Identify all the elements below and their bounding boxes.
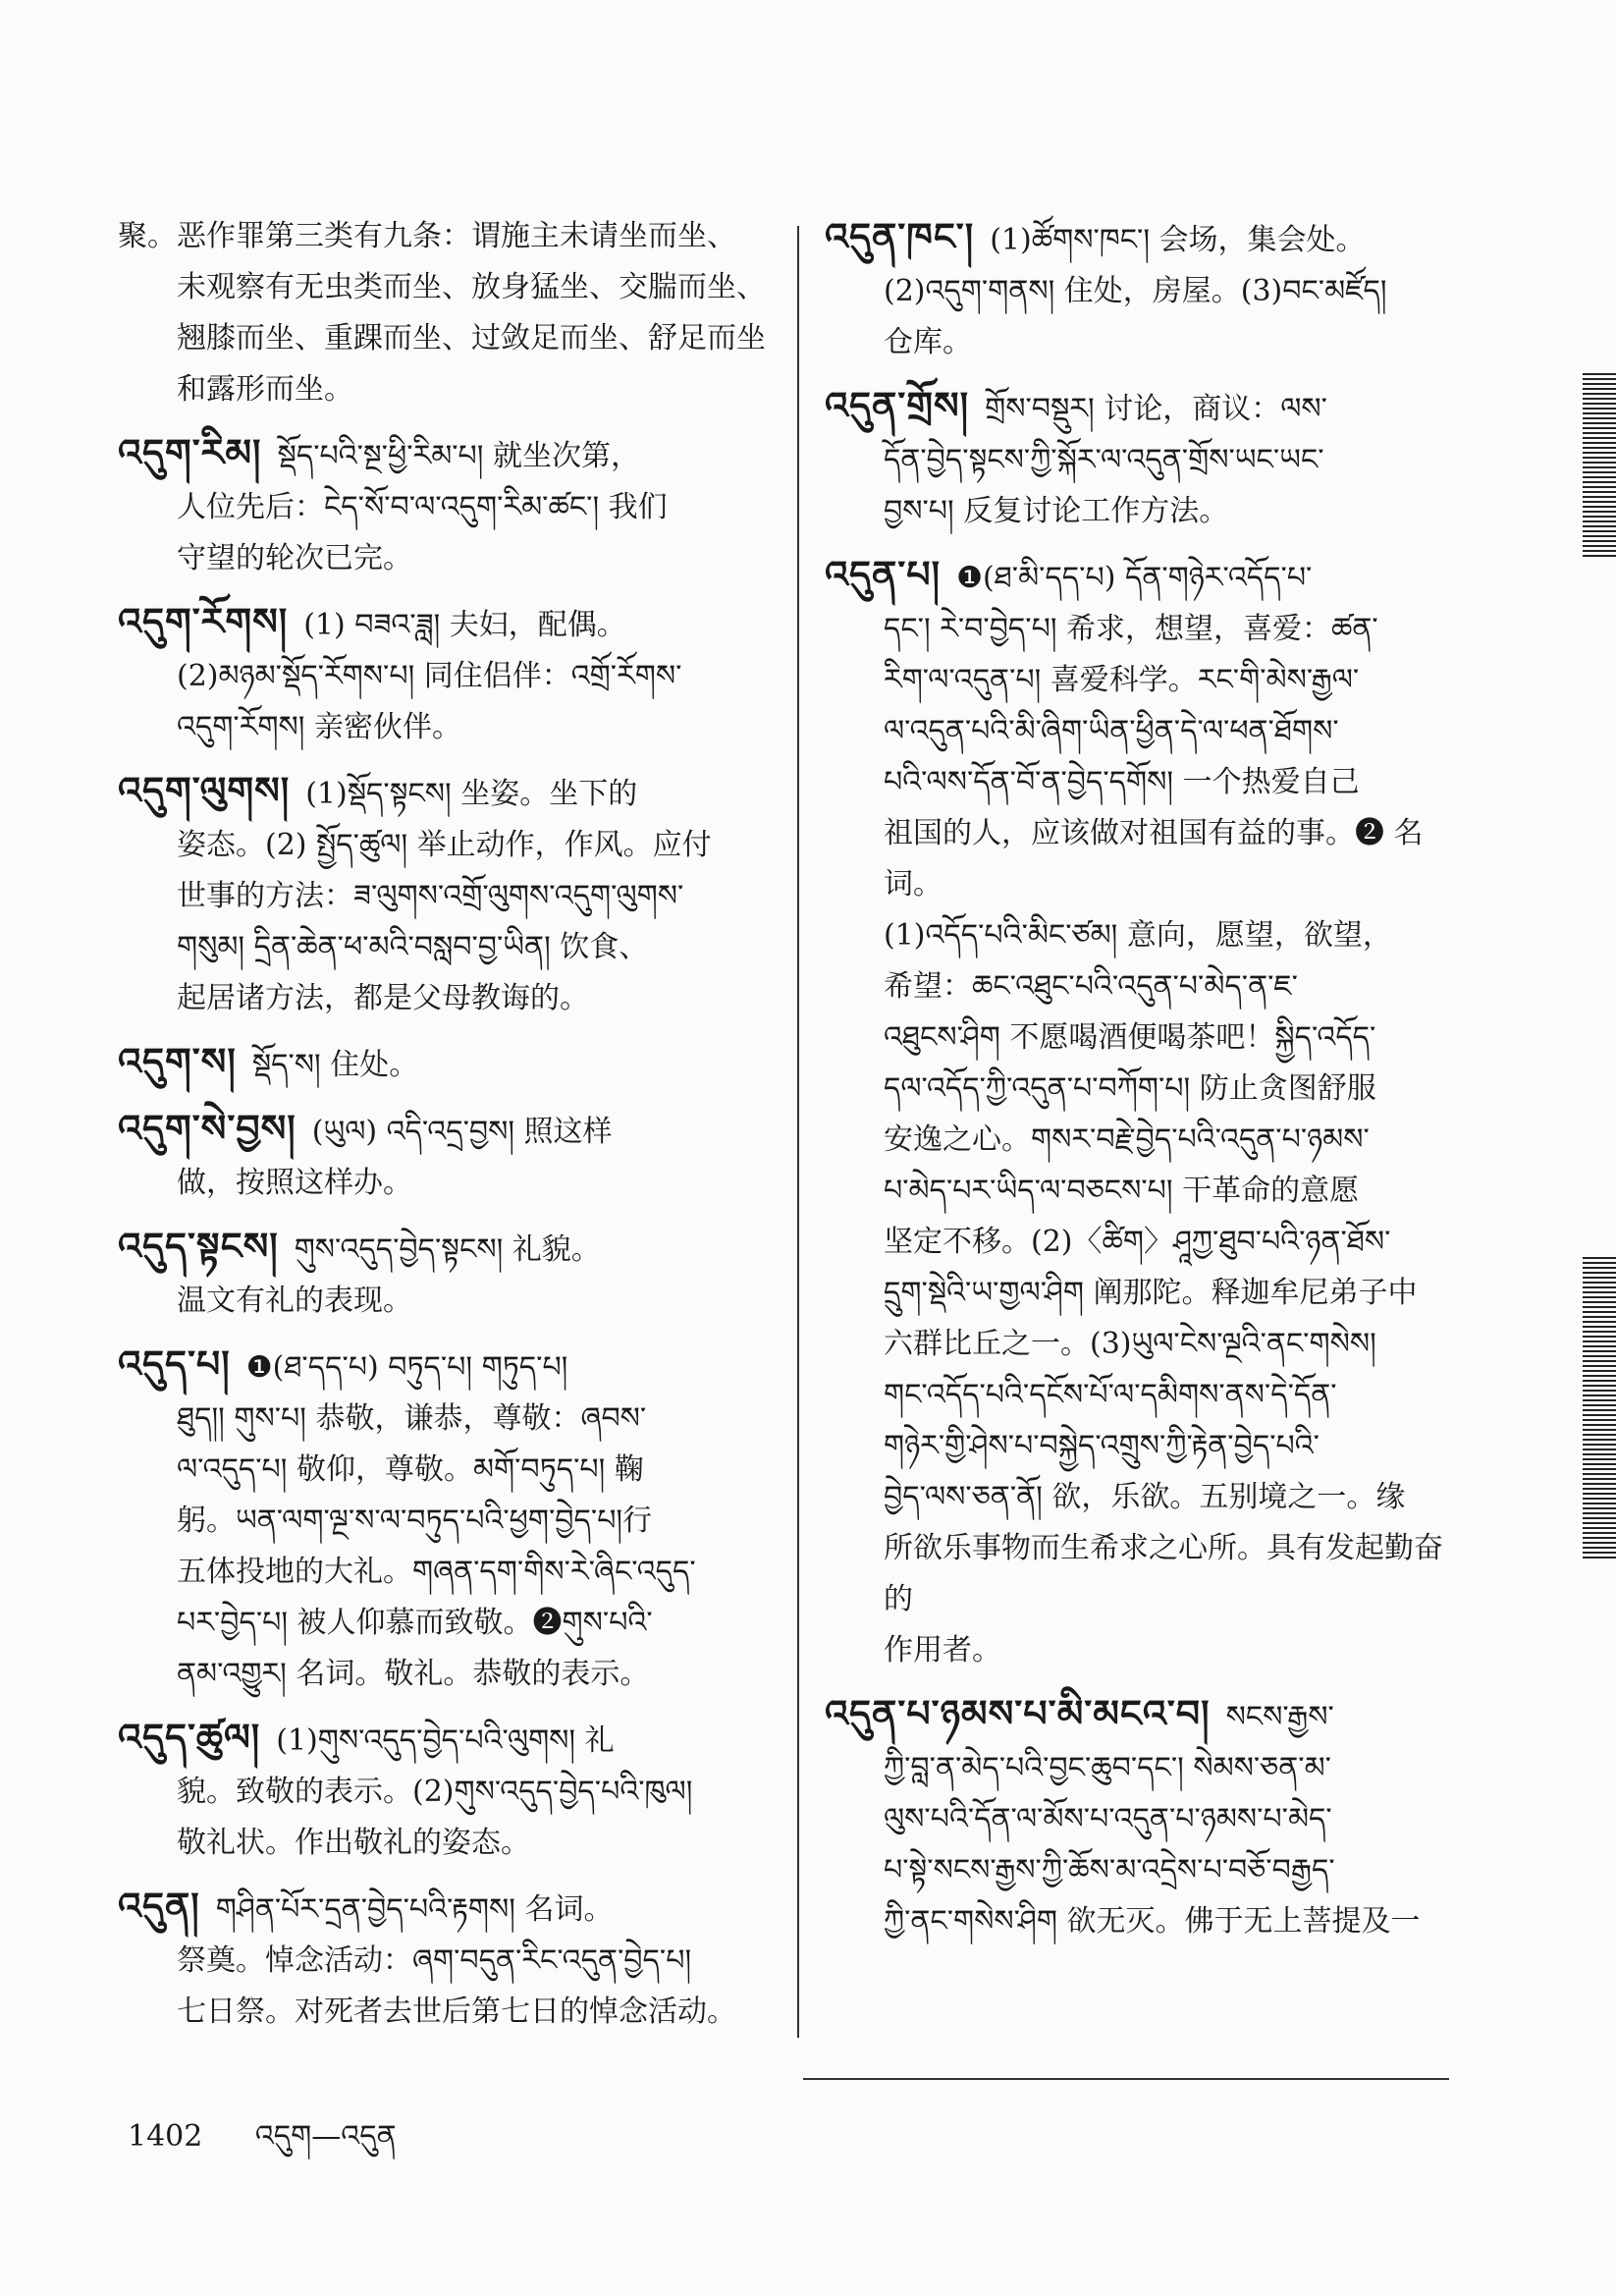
running-range: འདུག—འདུན bbox=[254, 2119, 397, 2154]
entry-line bbox=[118, 364, 766, 415]
entry-line bbox=[118, 211, 766, 262]
entry-text: འཐུངས་ཤིག 不愿喝酒便喝茶吧！སྐྱིད་འདོད་ bbox=[884, 1020, 1376, 1055]
entry-text: 祭奠。悼念活动：ཞག་བདུན་རིང་འདུན་བྱེད་པ། bbox=[177, 1943, 692, 1978]
entry-text: འདུག་རོགས། 亲密伙伴。 bbox=[177, 710, 461, 744]
entry-line bbox=[118, 482, 766, 533]
entry-line bbox=[118, 596, 766, 651]
headword: འདུན་གྲོས། bbox=[825, 383, 970, 427]
entry-line bbox=[825, 1064, 1463, 1115]
entry-line bbox=[825, 1370, 1463, 1421]
entry-line bbox=[118, 1649, 766, 1700]
entry-line bbox=[825, 211, 1463, 266]
entry-line bbox=[118, 1598, 766, 1649]
entry-text: སངས་རྒྱས་ bbox=[1225, 1700, 1334, 1734]
entry-line bbox=[825, 1115, 1463, 1166]
entry-line bbox=[118, 533, 766, 584]
entry-text: ནམ་འགྱུར། 名词。敬礼。恭敬的表示。 bbox=[177, 1657, 650, 1691]
entry-text: གྲོས་བསྡུར། 讨论，商议：ལས་ bbox=[985, 392, 1327, 426]
entry-text: 坚定不移。(2)〈ཚིག〉ཤཱཀྱ་ཐུབ་པའི་ཉན་ཐོས་ bbox=[884, 1225, 1391, 1259]
entry-text: 仓库。 bbox=[884, 325, 972, 359]
entry-text: 敬礼状。作出敬礼的姿态。 bbox=[177, 1826, 530, 1860]
dictionary-entry bbox=[118, 427, 766, 584]
column-divider bbox=[797, 226, 799, 2038]
entry-line bbox=[118, 1881, 766, 1936]
entry-text: པར་བྱེད་པ། 被人仰慕而致敬。❷གུས་པའི་ bbox=[177, 1606, 653, 1640]
entry-text: དོན་བྱེད་སྟངས་ཀྱི་སྐོར་ལ་འདུན་གྲོས་ཡང་ཡང་ bbox=[884, 443, 1324, 477]
entry-line bbox=[118, 973, 766, 1024]
entry-text: 翘膝而坐、重踝而坐、过敛足而坐、舒足而坐 bbox=[177, 321, 766, 355]
entry-line bbox=[118, 1158, 766, 1209]
headword: འདུན་པ། bbox=[825, 552, 942, 596]
headword: འདུན་ཁང་། bbox=[825, 214, 975, 258]
entry-line bbox=[825, 1268, 1463, 1319]
headword: འདུག་ས། bbox=[118, 1039, 237, 1083]
dictionary-entry bbox=[118, 596, 766, 753]
entry-line bbox=[825, 808, 1463, 910]
entry-line bbox=[825, 486, 1463, 537]
entry-text: 未观察有无虫类而坐、放身猛坐、交腨而坐、 bbox=[177, 270, 766, 304]
entry-text: ལུས་པའི་དོན་ལ་མོས་པ་འདུན་པ་ཉམས་པ་མེད་ bbox=[884, 1802, 1332, 1836]
entry-text: གསུམ། དྲིན་ཆེན་ཕ་མའི་བསླབ་བྱ་ཡིན། 饮食、 bbox=[177, 930, 649, 964]
headword: འདུག་ལུགས། bbox=[118, 768, 291, 812]
dictionary-entry bbox=[118, 211, 766, 415]
entry-text: 貌。致敬的表示。(2)གུས་འདུད་བྱེད་པའི་ཁུལ། bbox=[177, 1775, 693, 1809]
entry-line bbox=[118, 313, 766, 364]
entry-text: (1)འདོད་པའི་མིང་ཙམ། 意向，愿望，欲望， bbox=[884, 918, 1392, 953]
entry-line bbox=[118, 262, 766, 313]
headword: འདུན་པ་ཉམས་པ་མི་མངའ་བ། bbox=[825, 1691, 1211, 1735]
entry-text: དང་། རེ་བ་བྱེད་པ། 希求，想望，喜爱：ཚན་ bbox=[884, 612, 1378, 646]
headword: འདུད་ཚུལ། bbox=[118, 1715, 261, 1759]
entry-line bbox=[118, 765, 766, 820]
entry-line bbox=[825, 1845, 1463, 1896]
entry-text: (1)ཚོགས་ཁང་། 会场，集会处。 bbox=[990, 223, 1366, 257]
entry-text: པ་སྟེ་སངས་རྒྱས་ཀྱི་ཆོས་མ་འདྲེས་པ་བཅོ་བརྒྱད་ bbox=[884, 1853, 1335, 1887]
dictionary-entry bbox=[118, 1339, 766, 1700]
entry-text: (2)མཉམ་སྡོད་རོགས་པ། 同住侣伴：འགྲོ་རོགས་ bbox=[177, 659, 682, 693]
entry-text: 聚。恶作罪第三类有九条：谓施主未请坐而坐、 bbox=[118, 219, 736, 253]
entry-text: 温文有礼的表现。 bbox=[177, 1284, 412, 1318]
entry-text: 姿态。(2) སྤྱོད་ཚུལ། 举止动作，作风。应付 bbox=[177, 828, 712, 862]
entry-text: ཀྱི་བླ་ན་མེད་པའི་བྱང་ཆུབ་དང་། སེམས་ཅན་མ་ bbox=[884, 1751, 1331, 1785]
entry-line bbox=[118, 1987, 766, 2038]
entry-line bbox=[825, 757, 1463, 808]
entry-text: 希望：ཆང་འཐུང་པའི་འདུན་པ་མེད་ན་ཇ་ bbox=[884, 969, 1298, 1004]
left-column bbox=[118, 211, 766, 2050]
entry-line bbox=[825, 1012, 1463, 1064]
page-footer bbox=[128, 2104, 397, 2186]
entry-text: གུས་འདུད་བྱེད་སྟངས། 礼貌。 bbox=[294, 1232, 601, 1267]
page-number: 1402 bbox=[128, 2119, 203, 2154]
entry-line bbox=[118, 1036, 766, 1091]
entry-line bbox=[825, 1319, 1463, 1370]
entry-text: (1)གུས་འདུད་བྱེད་པའི་ལུགས། 礼 bbox=[276, 1723, 615, 1758]
entry-line bbox=[118, 871, 766, 922]
entry-text: 作用者。 bbox=[884, 1633, 1001, 1667]
dictionary-entry bbox=[118, 1036, 766, 1091]
entry-line bbox=[825, 435, 1463, 486]
entry-text: རིག་ལ་འདུན་པ། 喜爱科学。རང་གི་མེས་རྒྱལ་ bbox=[884, 663, 1360, 697]
entry-text: (2)འདུག་གནས། 住处，房屋。(3)བང་མཛོད། bbox=[884, 274, 1387, 308]
entry-text: ལ་འདུད་པ། 敬仰，尊敬。མགོ་བཏུད་པ། 鞠 bbox=[177, 1452, 644, 1487]
entry-line bbox=[825, 380, 1463, 435]
entry-line bbox=[118, 1547, 766, 1598]
entry-line bbox=[118, 427, 766, 482]
entry-line bbox=[825, 1794, 1463, 1845]
entry-line bbox=[118, 1712, 766, 1767]
dictionary-entry bbox=[118, 765, 766, 1024]
entry-text: དྲུག་སྡེའི་ཡ་གྱལ་ཤིག 阐那陀。释迦牟尼弟子中 bbox=[884, 1276, 1418, 1310]
entry-text: 做，按照这样办。 bbox=[177, 1166, 412, 1200]
entry-line bbox=[118, 702, 766, 753]
headword: འདུག་རོགས། bbox=[118, 599, 289, 643]
dictionary-entry bbox=[118, 1103, 766, 1209]
headword: འདུག་སེ་བྱས། bbox=[118, 1106, 296, 1150]
entry-text: 七日祭。对死者去世后第七日的悼念活动。 bbox=[177, 1995, 736, 2029]
entry-line bbox=[825, 1688, 1463, 1743]
entry-line bbox=[118, 1221, 766, 1276]
entry-text: དལ་འདོད་ཀྱི་འདུན་པ་བཀོག་པ། 防止贪图舒服 bbox=[884, 1071, 1376, 1106]
headword: འདུག་རིམ། bbox=[118, 430, 262, 474]
entry-text: སྡོད་པའི་སྔ་ཕྱི་རིམ་པ། 就坐次第， bbox=[277, 439, 640, 473]
entry-line bbox=[825, 706, 1463, 757]
entry-line bbox=[118, 922, 766, 973]
entry-text: ཀྱི་ནང་གསེས་ཤིག 欲无灭。佛于无上菩提及一 bbox=[884, 1904, 1421, 1939]
entry-line bbox=[118, 1103, 766, 1158]
entry-line bbox=[118, 1936, 766, 1987]
entry-line bbox=[118, 820, 766, 871]
entry-line bbox=[118, 651, 766, 702]
entry-line bbox=[825, 655, 1463, 706]
entry-line bbox=[825, 1421, 1463, 1472]
bottom-rule bbox=[803, 2078, 1449, 2080]
entry-text: སྡོད་ས། 住处。 bbox=[251, 1048, 419, 1082]
entry-text: 世事的方法：ཟ་ལུགས་འགྲོ་ལུགས་འདུག་ལུགས་ bbox=[177, 879, 684, 913]
entry-text: ཐུད།། གུས་པ། 恭敬，谦恭，尊敬：ཞབས་ bbox=[177, 1401, 647, 1436]
entry-text: གཉེར་གྱི་ཤེས་པ་བསྐྱེད་འགྲུས་ཀྱི་རྟེན་བྱེད་པའི་ bbox=[884, 1429, 1320, 1463]
entry-text: བྱས་པ། 反复讨论工作方法。 bbox=[884, 494, 1229, 528]
entry-line bbox=[825, 266, 1463, 317]
entry-text: གཤིན་པོར་དྲན་བྱེད་པའི་རྟགས། 名词。 bbox=[215, 1892, 614, 1927]
dictionary-entry bbox=[825, 1688, 1463, 1947]
entry-line bbox=[825, 910, 1463, 961]
entry-text: ལ་འདུན་པའི་མི་ཞིག་ཡིན་ཕྱིན་དེ་ལ་ཕན་ཐོགས་ bbox=[884, 714, 1339, 748]
entry-line bbox=[118, 1818, 766, 1869]
entry-line bbox=[825, 1166, 1463, 1217]
entry-line bbox=[118, 1767, 766, 1818]
dictionary-entry bbox=[118, 1221, 766, 1327]
entry-line bbox=[825, 1896, 1463, 1947]
right-column bbox=[825, 211, 1463, 1959]
dictionary-entry bbox=[825, 211, 1463, 368]
headword: འདུད་སྟངས། bbox=[118, 1224, 279, 1268]
entry-text: ❶(ཐ་མི་དད་པ) དོན་གཉེར་འདོད་པ་ bbox=[956, 561, 1313, 595]
entry-text: པ་མེད་པར་ཡིད་ལ་བཅངས་པ། 干革命的意愿 bbox=[884, 1174, 1360, 1208]
entry-line bbox=[825, 317, 1463, 368]
entry-text: 安逸之心。གསར་བརྗེ་བྱེད་པའི་འདུན་པ་ཉམས་ bbox=[884, 1122, 1370, 1157]
entry-text: པའི་ལས་དོན་བོ་ན་བྱེད་དགོས། 一个热爱自己 bbox=[884, 765, 1360, 799]
entry-text: (1)སྡོད་སྟངས། 坐姿。坐下的 bbox=[305, 777, 638, 811]
entry-text: 躬。ཡན་ལག་ལྔ་ས་ལ་བཏུད་པའི་ཕྱག་བྱེད་པ།行 bbox=[177, 1503, 653, 1538]
entry-text: 守望的轮次已完。 bbox=[177, 541, 412, 575]
entry-text: 祖国的人，应该做对祖国有益的事。❷ 名词。 bbox=[884, 816, 1424, 902]
entry-line bbox=[825, 1743, 1463, 1794]
headword: འདུད་པ། bbox=[118, 1341, 231, 1386]
scan-edge-mark bbox=[1583, 373, 1616, 560]
entry-text: ❶(ཐ་དད་པ) བཏུད་པ། གཏུད་པ། bbox=[245, 1350, 568, 1385]
entry-text: 所欲乐事物而生希求之心所。具有发起勤奋的 bbox=[884, 1531, 1443, 1616]
scan-edge-mark bbox=[1583, 1257, 1616, 1561]
entry-text: 五体投地的大礼。གཞན་དག་གིས་རེ་ཞིང་འདུད་ bbox=[177, 1555, 696, 1589]
entry-line bbox=[118, 1276, 766, 1327]
entry-text: (1) བཟའ་ཟླ། 夫妇，配偶。 bbox=[303, 608, 626, 642]
entry-line bbox=[825, 549, 1463, 604]
entry-line bbox=[118, 1496, 766, 1547]
dictionary-entry bbox=[825, 380, 1463, 537]
entry-line bbox=[118, 1394, 766, 1445]
entry-line bbox=[118, 1445, 766, 1496]
dictionary-entry bbox=[118, 1881, 766, 2038]
entry-text: 人位先后：ངེད་སོ་བ་ལ་འདུག་རིམ་ཚང་། 我们 bbox=[177, 490, 668, 524]
entry-line bbox=[825, 1625, 1463, 1676]
entry-line bbox=[118, 1339, 766, 1394]
entry-text: 起居诸方法，都是父母教诲的。 bbox=[177, 981, 589, 1015]
entry-text: གང་འདོད་པའི་དངོས་པོ་ལ་དམིགས་ནས་དེ་དོན་ bbox=[884, 1378, 1337, 1412]
entry-line bbox=[825, 961, 1463, 1012]
entry-line bbox=[825, 604, 1463, 655]
entry-text: 和露形而坐。 bbox=[177, 372, 353, 407]
entry-text: བྱེད་ལས་ཅན་ནོ། 欲，乐欲。五别境之一。缘 bbox=[884, 1480, 1406, 1514]
dictionary-entry bbox=[825, 549, 1463, 1676]
headword: འདུན། bbox=[118, 1884, 200, 1928]
entry-text: (ཡུལ) འདི་འདྲ་བྱས། 照这样 bbox=[311, 1115, 613, 1149]
entry-text: 六群比丘之一。(3)ཡུལ་ངེས་ལྔའི་ནང་གསེས། bbox=[884, 1327, 1376, 1361]
entry-line bbox=[825, 1523, 1463, 1625]
entry-line bbox=[825, 1217, 1463, 1268]
dictionary-entry bbox=[118, 1712, 766, 1869]
entry-line bbox=[825, 1472, 1463, 1523]
